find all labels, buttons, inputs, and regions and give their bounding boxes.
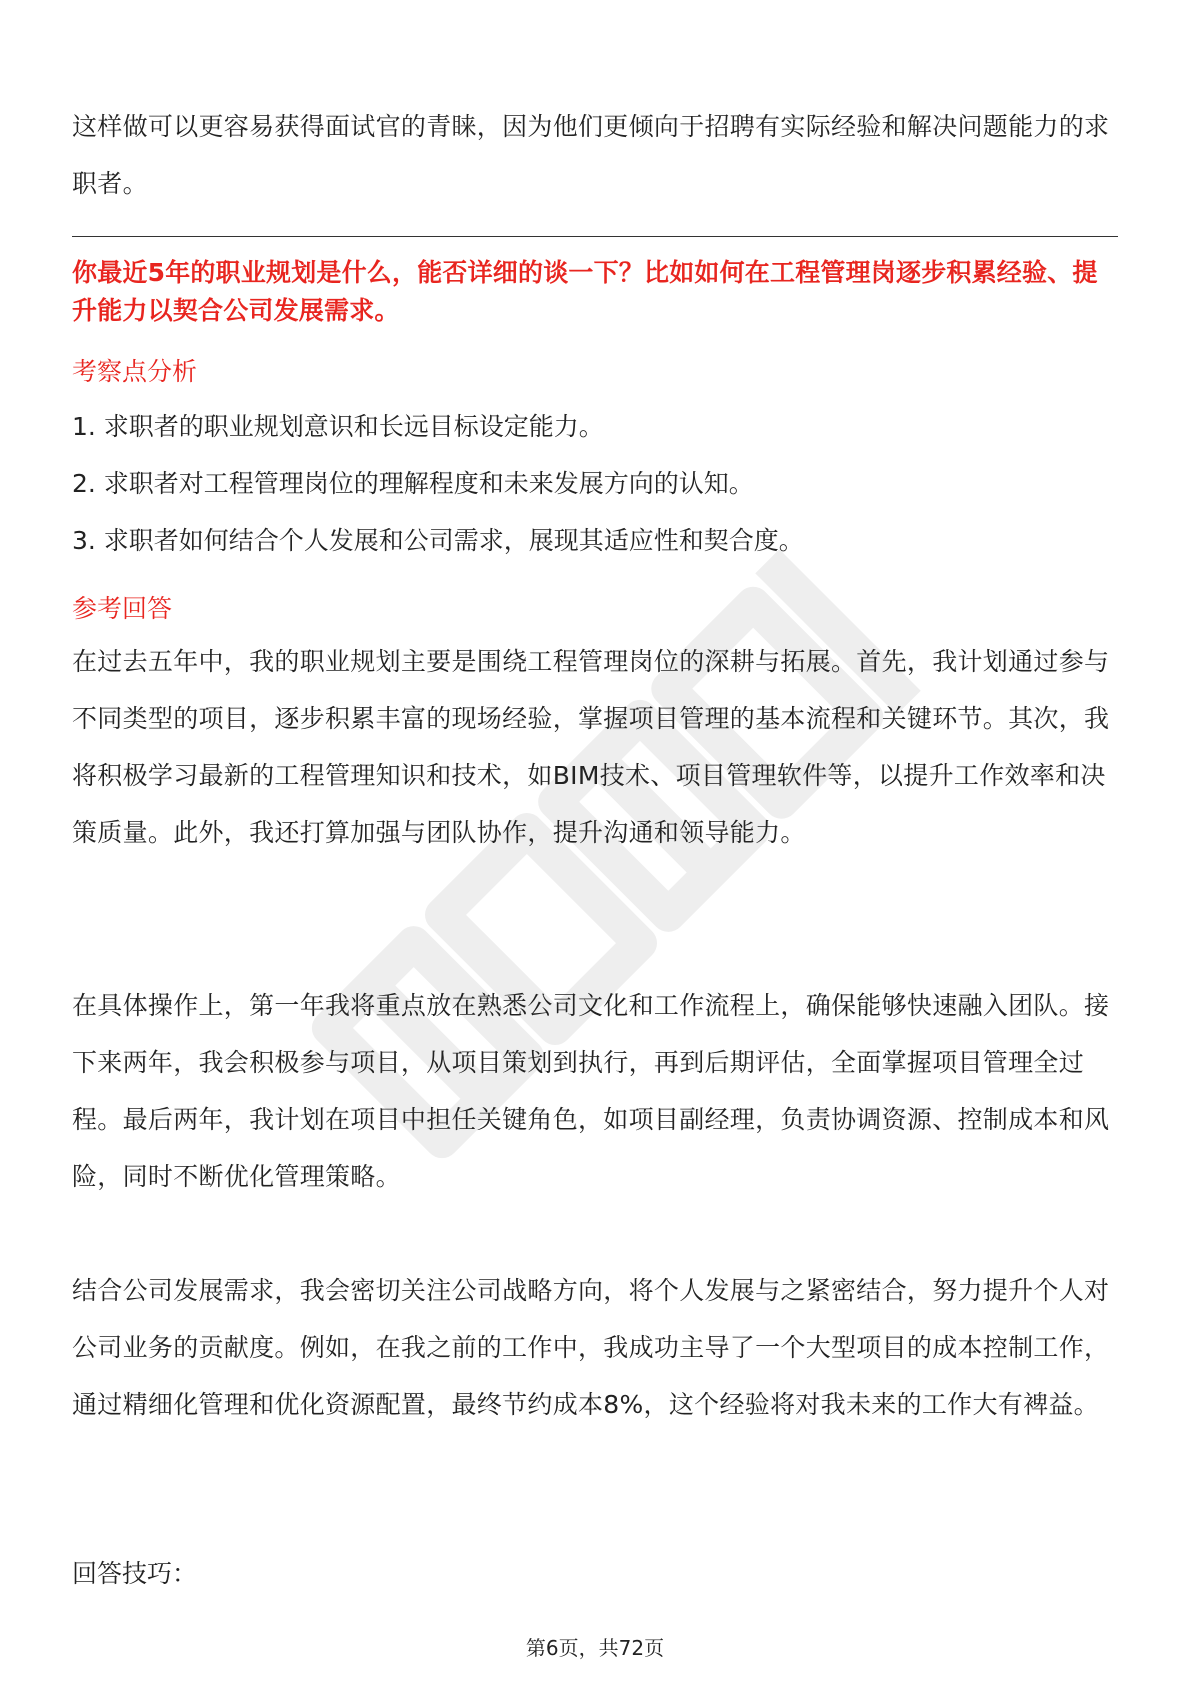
answer-paragraph: 在具体操作上，第一年我将重点放在熟悉公司文化和工作流程上，确保能够快速融入团队。接下来两年，我会积极参与项目，从项目策划到执行，再到后期评估，全面掌握项目管理全过程。最后两年，我计划在项目中担任关键角色，如项目副经理，负责协调资源、控制成本和风险，同时不断优化管理策略。 xyxy=(72,991,1110,1191)
analysis-list xyxy=(72,398,1118,569)
tips-heading: 回答技巧： xyxy=(72,1559,198,1588)
page-number-footer: 第6页，共72页 xyxy=(525,1636,665,1660)
interview-question: 你最近5年的职业规划是什么，能否详细的谈一下？比如如何在工程管理岗逐步积累经验、提升能力以契合公司发展需求。 xyxy=(72,258,1098,325)
answer-paragraph: 结合公司发展需求，我会密切关注公司战略方向，将个人发展与之紧密结合，努力提升个人对公司业务的贡献度。例如，在我之前的工作中，我成功主导了一个大型项目的成本控制工作，通过精细化管理和优化资源配置，最终节约成本8%，这个经验将对我未来的工作大有裨益。 xyxy=(72,1276,1110,1419)
answer-paragraph: 在过去五年中，我的职业规划主要是围绕工程管理岗位的深耕与拓展。首先，我计划通过参与不同类型的项目，逐步积累丰富的现场经验，掌握项目管理的基本流程和关键环节。其次，我将积极学习最新的工程管理知识和技术，如BIM技术、项目管理软件等，以提升工作效率和决策质量。此外，我还打算加强与团队协作，提升沟通和领导能力。 xyxy=(72,647,1110,847)
intro-paragraph: 这样做可以更容易获得面试官的青睐，因为他们更倾向于招聘有实际经验和解决问题能力的求职者。 xyxy=(72,112,1110,198)
analysis-item: 1. 求职者的职业规划意识和长远目标设定能力。 xyxy=(72,412,604,441)
analysis-heading: 考察点分析 xyxy=(72,357,198,386)
analysis-item: 3. 求职者如何结合个人发展和公司需求，展现其适应性和契合度。 xyxy=(72,526,804,555)
answer-heading: 参考回答 xyxy=(72,594,173,623)
analysis-item: 2. 求职者对工程管理岗位的理解程度和未来发展方向的认知。 xyxy=(72,469,754,498)
section-divider xyxy=(72,236,1118,237)
